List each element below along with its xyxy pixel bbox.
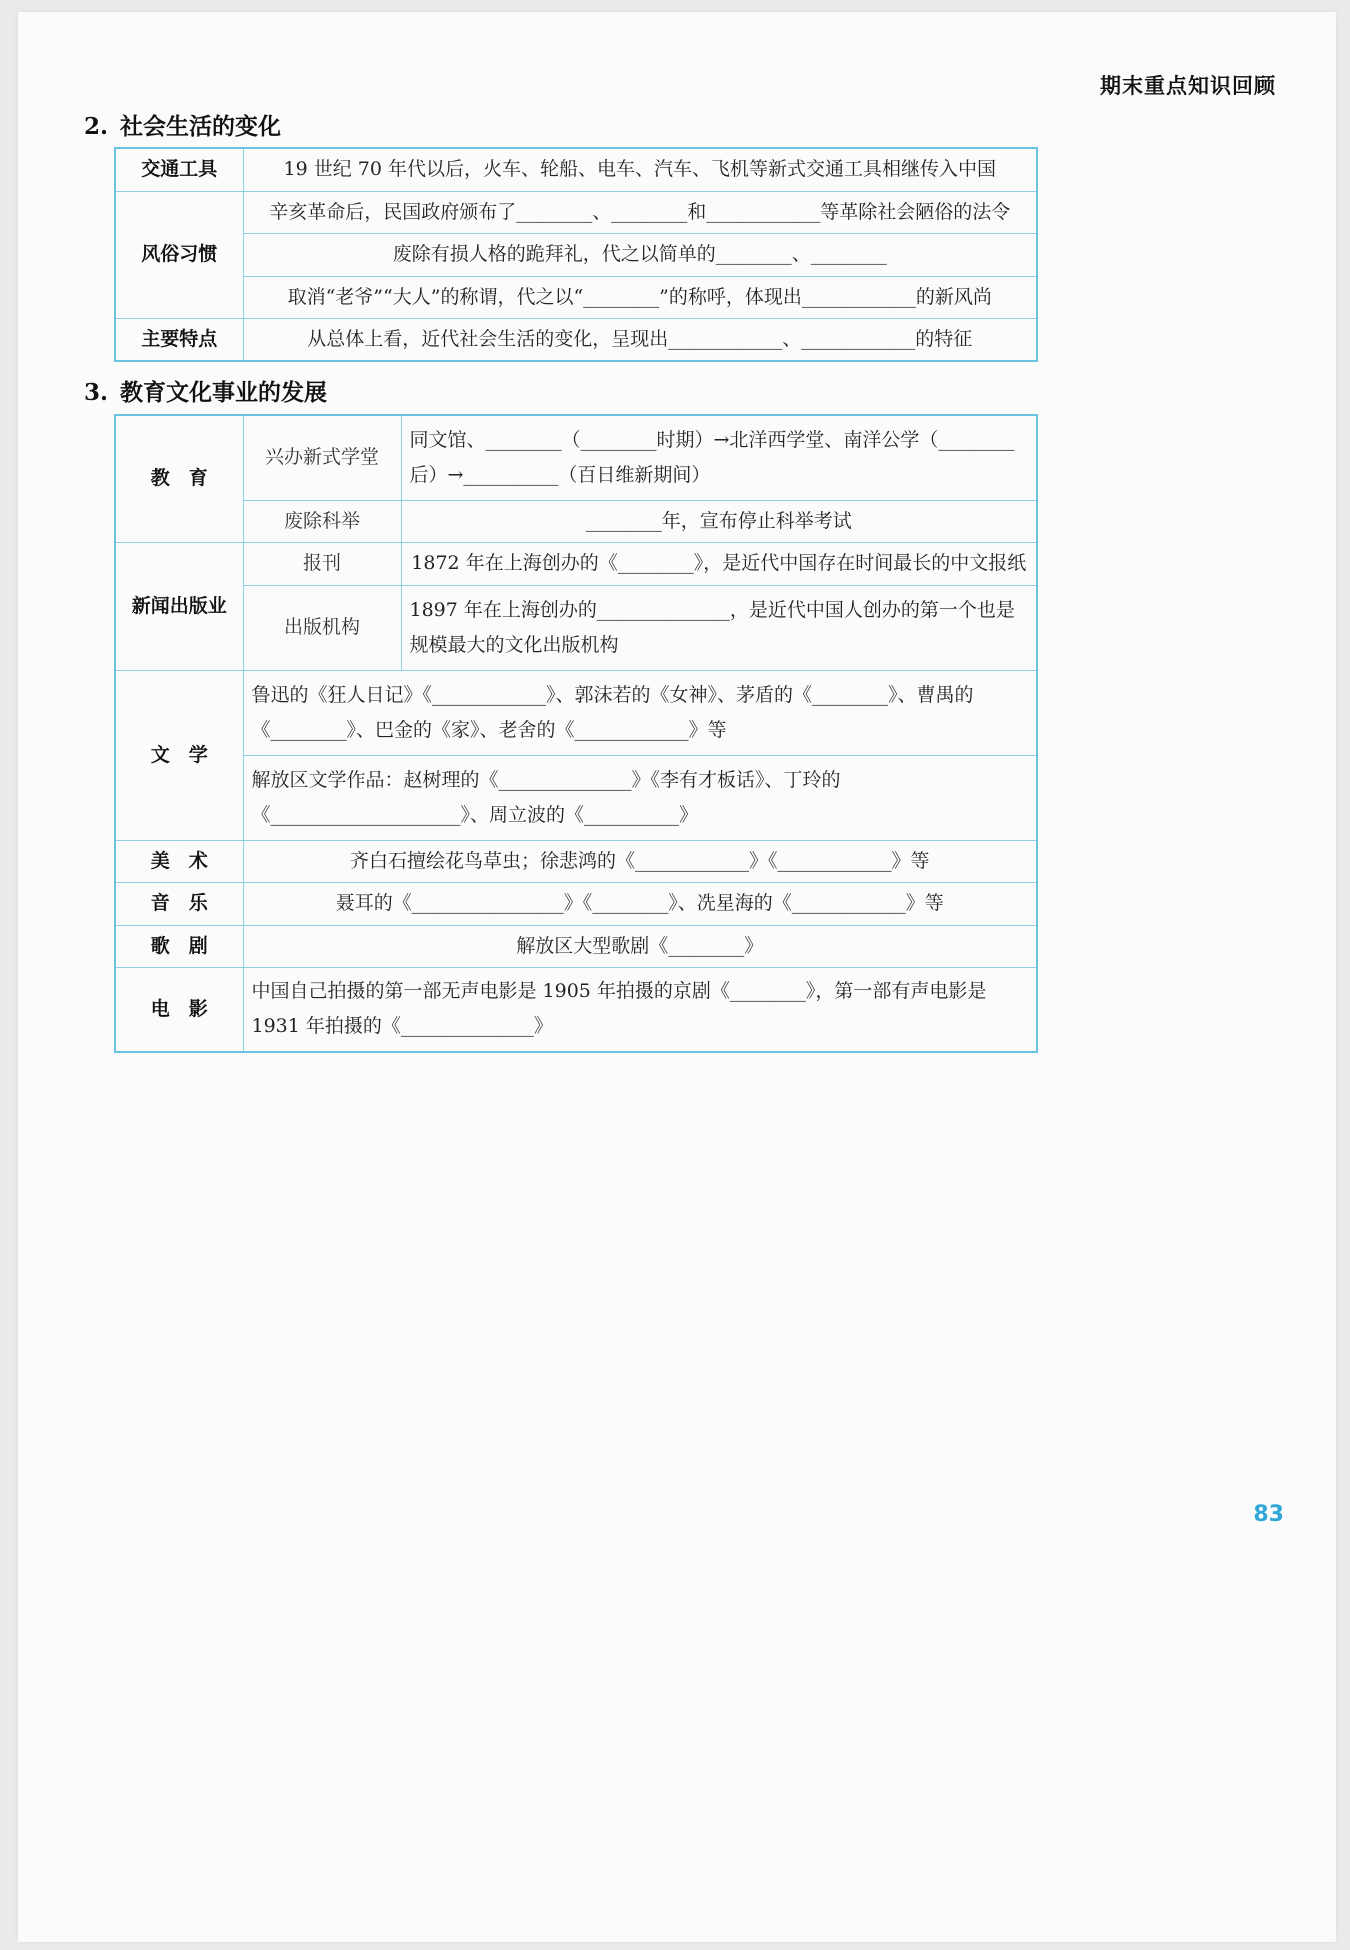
sublabel-newspaper: 报刊 [243, 542, 401, 585]
section-2-title [84, 108, 281, 141]
table-row [115, 967, 1037, 1052]
sublabel-abolish-exam: 废除科举 [243, 500, 401, 542]
table-row [115, 670, 1037, 755]
customs-text-2: 废除有损人格的跪拜礼，代之以简单的________、________ [243, 233, 1037, 276]
publisher-text: 1897 年在上海创办的______________，是近代中国人创办的第一个也是规模最大的文化出版机构 [401, 585, 1037, 670]
table-row [115, 148, 1037, 191]
section-3-title [84, 374, 327, 407]
music-text: 聂耳的《________________》《________》、冼星海的《____________》等 [243, 882, 1037, 925]
table-row [115, 415, 1037, 500]
abolish-exam-text: ________年，宣布停止科举考试 [401, 500, 1037, 542]
row-label-film: 电 影 [115, 967, 243, 1052]
table-row [115, 276, 1037, 318]
table-row [115, 191, 1037, 233]
table-row [115, 925, 1037, 967]
textbook-page [18, 12, 1336, 1942]
literature-text-2: 解放区文学作品：赵树理的《______________》《李有才板话》、丁玲的《____________________》、周立波的《__________》 [243, 755, 1037, 840]
newspaper-text: 1872 年在上海创办的《________》，是近代中国存在时间最长的中文报纸 [401, 542, 1037, 585]
row-label-features: 主要特点 [115, 318, 243, 361]
table-row [115, 500, 1037, 542]
film-text: 中国自己拍摄的第一部无声电影是 1905 年拍摄的京剧《________》，第一部有声电影是 1931 年拍摄的《______________》 [243, 967, 1037, 1052]
customs-text-3: 取消“老爷”“大人”的称谓，代之以“________”的称呼，体现出____________的新风尚 [243, 276, 1037, 318]
literature-text-1: 鲁迅的《狂人日记》《____________》、郭沫若的《女神》、茅盾的《________》、曹禺的《________》、巴金的《家》、老舍的《____________》等 [243, 670, 1037, 755]
fine-arts-text: 齐白石擅绘花鸟草虫；徐悲鸿的《____________》《____________》等 [243, 840, 1037, 882]
row-label-customs: 风俗习惯 [115, 191, 243, 318]
table-row [115, 840, 1037, 882]
table-row [115, 755, 1037, 840]
page-number: 83 [1253, 1502, 1284, 1527]
table-row [115, 233, 1037, 276]
section-2-title-text: 社会生活的变化 [120, 114, 282, 140]
table-row [115, 882, 1037, 925]
section-3-title-text: 教育文化事业的发展 [120, 380, 328, 406]
opera-text: 解放区大型歌剧《________》 [243, 925, 1037, 967]
row-label-music: 音 乐 [115, 882, 243, 925]
table-row [115, 585, 1037, 670]
row-label-education: 教 育 [115, 415, 243, 542]
sublabel-new-schools: 兴办新式学堂 [243, 415, 401, 500]
social-life-table [114, 147, 1038, 362]
transport-text: 19 世纪 70 年代以后，火车、轮船、电车、汽车、飞机等新式交通工具相继传入中国 [243, 148, 1037, 191]
row-label-literature: 文 学 [115, 670, 243, 840]
customs-text-1: 辛亥革命后，民国政府颁布了________、________和____________等革除社会陋俗的法令 [243, 191, 1037, 233]
new-schools-text: 同文馆、________（________时期）→北洋西学堂、南洋公学（________后）→__________（百日维新期间） [401, 415, 1037, 500]
header-title: 期末重点知识回顾 [1100, 74, 1276, 98]
row-label-press: 新闻出版业 [115, 542, 243, 670]
row-label-opera: 歌 剧 [115, 925, 243, 967]
sublabel-publisher: 出版机构 [243, 585, 401, 670]
table-row [115, 542, 1037, 585]
table-row [115, 318, 1037, 361]
section-2-number: 2. [84, 113, 109, 140]
features-text: 从总体上看，近代社会生活的变化，呈现出____________、____________的特征 [243, 318, 1037, 361]
section-3-number: 3. [84, 379, 109, 406]
culture-education-table [114, 414, 1038, 1053]
row-label-fine-arts: 美 术 [115, 840, 243, 882]
row-label-transport: 交通工具 [115, 148, 243, 191]
